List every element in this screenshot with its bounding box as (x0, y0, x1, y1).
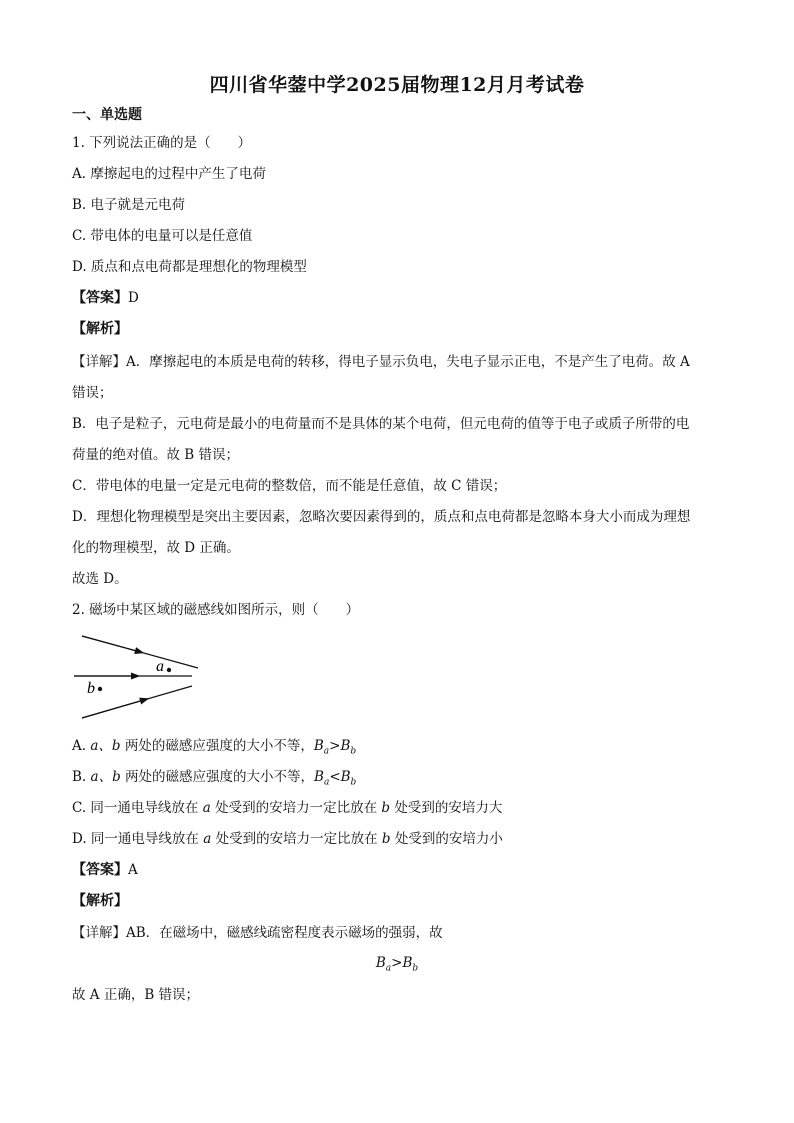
q1-detail-line-6: D．理想化物理模型是突出主要因素，忽略次要因素得到的，质点和点电荷都是忽略本身大小而成为理想 (72, 509, 691, 525)
q2-formula: $B_a>B_b$ (375, 955, 419, 974)
q2-option-d: D. 同一通电导线放在 a 处受到的安培力一定比放在 b 处受到的安培力小 (72, 831, 503, 847)
field-line-top-arrow (82, 636, 142, 653)
q1-detail-line-7: 化的物理模型，故 D 正确。 (72, 540, 240, 556)
q2-answer (72, 861, 138, 879)
q1-detail-line-3: B．电子是粒子，元电荷是最小的电荷量而不是具体的某个电荷，但元电荷的值等于电子或质子所带的电 (72, 416, 690, 432)
q1-option-a: A. 摩擦起电的过程中产生了电荷 (72, 166, 266, 182)
q1-stem: 1. 下列说法正确的是（ ） (72, 135, 252, 151)
magnetic-field-figure (72, 630, 212, 725)
q1-option-d: D. 质点和点电荷都是理想化的物理模型 (72, 259, 307, 275)
point-b-dot (98, 687, 102, 691)
q1-option-c: C. 带电体的电量可以是任意值 (72, 228, 253, 244)
point-a-label: a (156, 658, 164, 675)
q1-detail-line-5: C．带电体的电量一定是元电荷的整数倍，而不能是任意值，故 C 错误； (72, 478, 507, 494)
q2-stem: 2. 磁场中某区域的磁感线如图所示，则（ ） (72, 602, 360, 618)
q1-option-b: B. 电子就是元电荷 (72, 197, 186, 213)
q2-answer-tag: 【答案】 (72, 862, 128, 878)
q1-answer (72, 289, 139, 307)
page-title: 四川省华蓥中学2025届物理12月月考试卷 (209, 74, 585, 96)
field-line-bottom-arrow (82, 699, 147, 718)
q2-option-b: B. a、b 两处的磁感应强度的大小不等，$B_a<B_b$ (72, 769, 357, 788)
q1-analysis-tag: 【解析】 (72, 321, 128, 337)
q2-analysis-tag: 【解析】 (72, 893, 128, 909)
point-a-dot (167, 668, 171, 672)
q2-detail-line-1: 【详解】AB．在磁场中，磁感线疏密程度表示磁场的强弱，故 (72, 925, 443, 941)
q2-option-c: C. 同一通电导线放在 a 处受到的安培力一定比放在 b 处受到的安培力大 (72, 800, 503, 816)
q2-detail-line-2: 故 A 正确，B 错误； (72, 987, 200, 1003)
q1-detail-line-2: 错误； (72, 385, 113, 401)
point-b-label: b (87, 680, 95, 697)
q1-answer-value: D (128, 290, 139, 306)
section-heading: 一、单选题 (72, 107, 142, 123)
q1-detail-line-4: 荷量的绝对值。故 B 错误； (72, 447, 240, 463)
q1-answer-tag: 【答案】 (72, 290, 128, 306)
q2-answer-value: A (128, 862, 138, 878)
q1-detail-line-8: 故选 D。 (72, 571, 128, 587)
q1-detail-line-1: 【详解】A．摩擦起电的本质是电荷的转移，得电子显示负电，失电子显示正电，不是产生了电荷。故 A (72, 354, 690, 370)
q2-option-a: A. a、b 两处的磁感应强度的大小不等，$B_a>B_b$ (72, 738, 357, 757)
